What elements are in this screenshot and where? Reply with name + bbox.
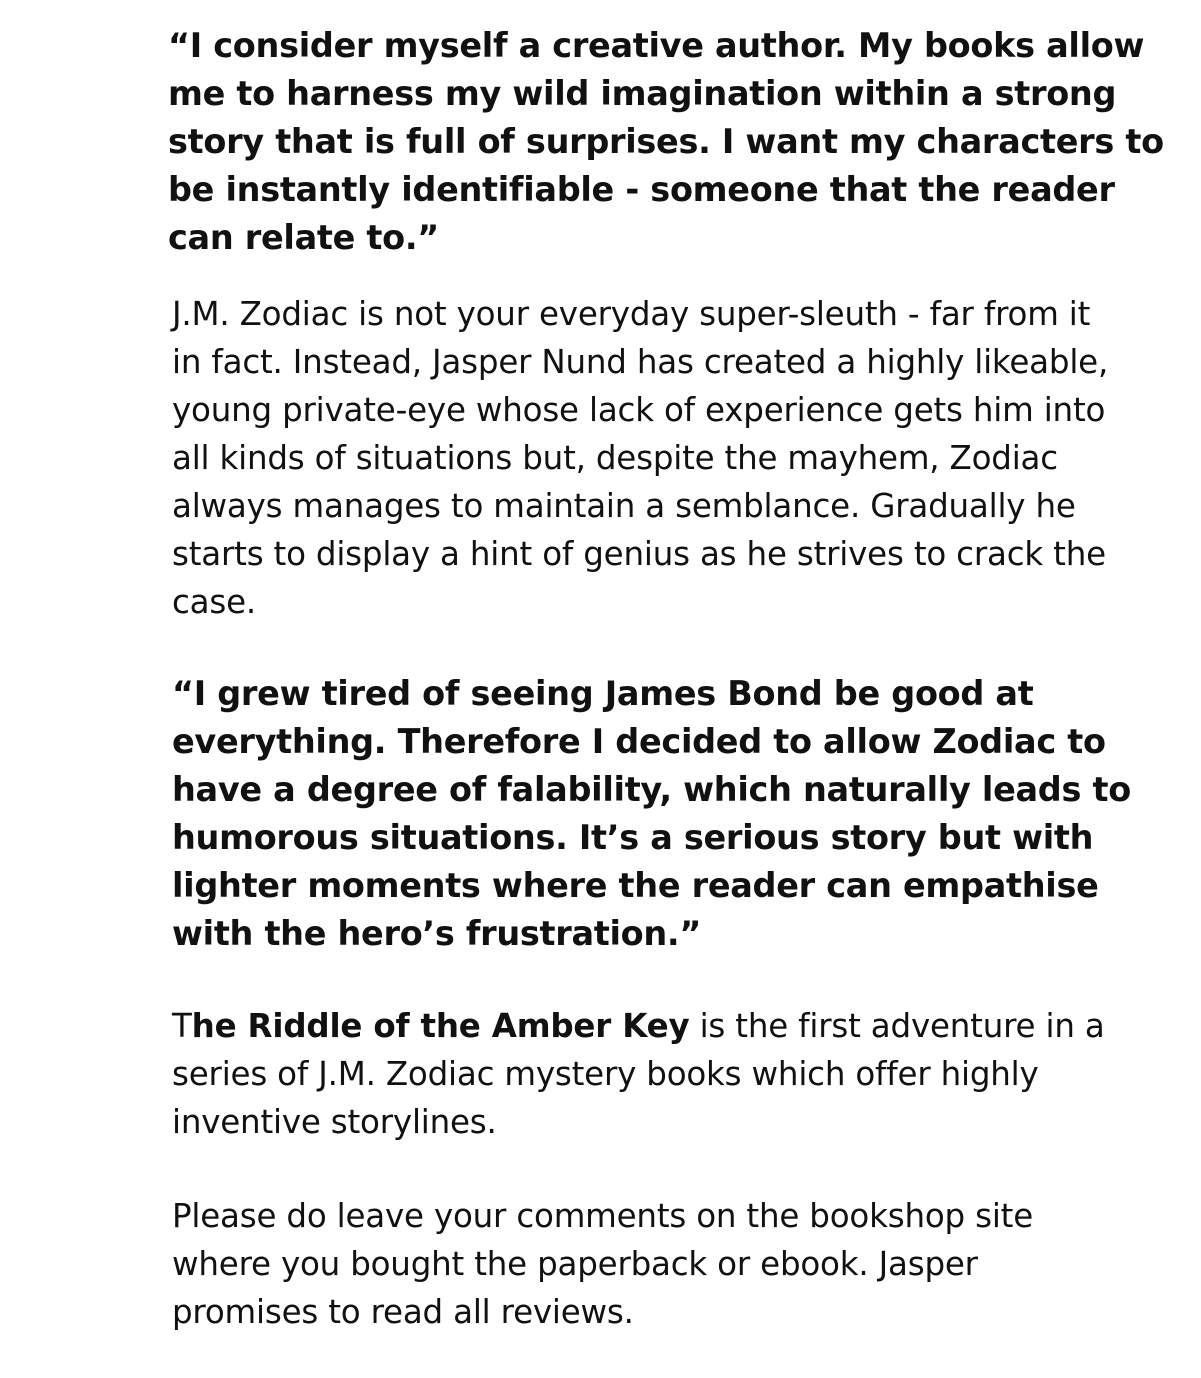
author-quote-creative xyxy=(168,22,1168,262)
paragraph-line: where you bought the paperback or ebook. Jasper xyxy=(172,1245,978,1283)
paragraph-line: all kinds of situations but, despite the mayhem, Zodiac xyxy=(172,439,1058,477)
quote-line: story that is full of surprises. I want my characters to xyxy=(168,122,1164,161)
quote-line: everything. Therefore I decided to allow Zodiac to xyxy=(172,722,1106,761)
quote-line: can relate to.” xyxy=(168,218,439,257)
document-page xyxy=(168,22,1168,1336)
quote-line: humorous situations. It’s a serious story but with xyxy=(172,818,1094,857)
paragraph-line: starts to display a hint of genius as he strives to crack the xyxy=(172,535,1106,573)
quote-line: “I consider myself a creative author. My books allow xyxy=(168,26,1145,65)
paragraph-series-intro xyxy=(168,1002,1168,1146)
paragraph-line-rest: is the first adventure in a xyxy=(689,1007,1105,1045)
paragraph-line: series of J.M. Zodiac mystery books which offer highly xyxy=(172,1055,1039,1093)
quote-line: be instantly identifiable - someone that the reader xyxy=(168,170,1115,209)
quote-line: lighter moments where the reader can empathise xyxy=(172,866,1099,905)
paragraph-line: inventive storylines. xyxy=(172,1103,497,1141)
paragraph-line xyxy=(172,1002,1168,1050)
quote-line: with the hero’s frustration.” xyxy=(172,914,702,953)
paragraph-line: always manages to maintain a semblance. Gradually he xyxy=(172,487,1076,525)
paragraph-line: J.M. Zodiac is not your everyday super-sleuth - far from it xyxy=(172,295,1091,333)
paragraph-zodiac-description xyxy=(168,290,1168,626)
paragraph-line: promises to read all reviews. xyxy=(172,1293,634,1331)
quote-line: “I grew tired of seeing James Bond be good at xyxy=(172,674,1034,713)
paragraph-line: in fact. Instead, Jasper Nund has created a highly likeable, xyxy=(172,343,1109,381)
book-title-initial: T xyxy=(172,1007,192,1045)
paragraph-line: Please do leave your comments on the bookshop site xyxy=(172,1197,1033,1235)
author-quote-james-bond xyxy=(168,670,1168,958)
book-title: he Riddle of the Amber Key xyxy=(191,1007,690,1045)
quote-line: have a degree of falability, which naturally leads to xyxy=(172,770,1131,809)
paragraph-line: case. xyxy=(172,583,257,621)
paragraph-reviews-request xyxy=(168,1192,1168,1336)
paragraph-line: young private-eye whose lack of experience gets him into xyxy=(172,391,1106,429)
quote-line: me to harness my wild imagination within a strong xyxy=(168,74,1117,113)
